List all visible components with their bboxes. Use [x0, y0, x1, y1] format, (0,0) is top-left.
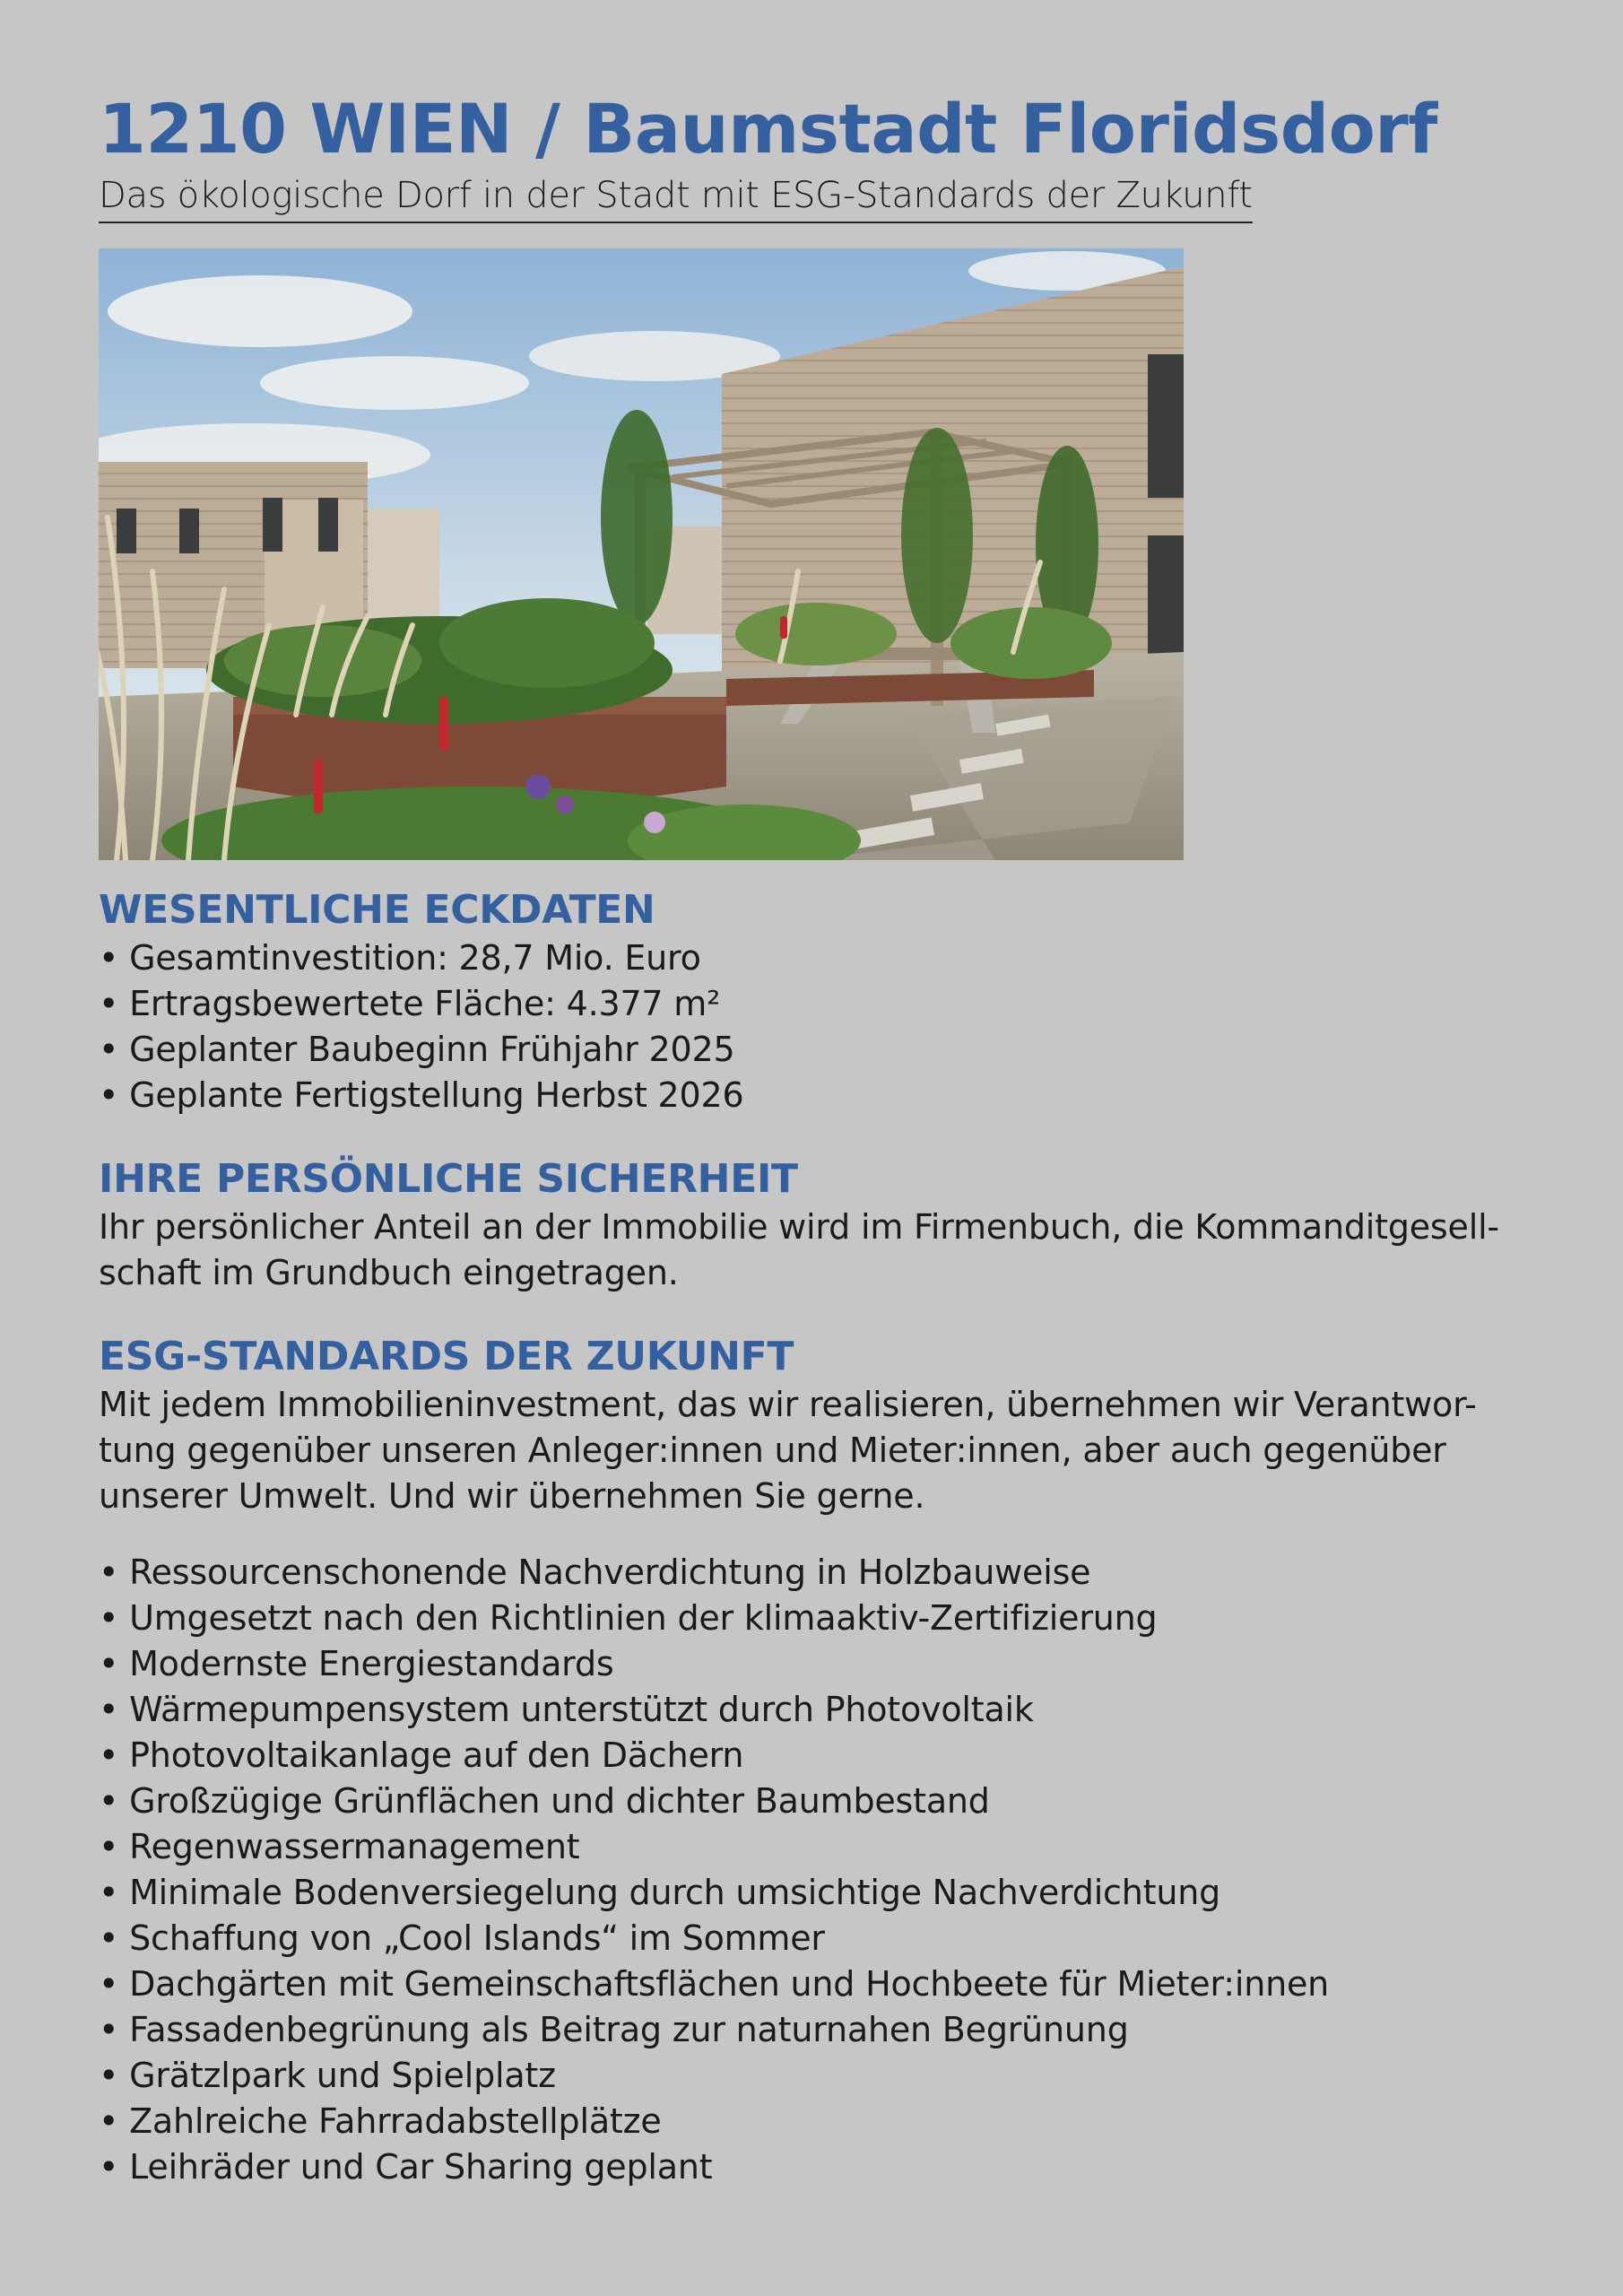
- list-item: • Regenwassermanagement: [99, 1824, 1551, 1870]
- list-item: • Geplante Fertigstellung Herbst 2026: [99, 1073, 1551, 1118]
- sicherheit-text-line: Ihr persönlicher Anteil an der Immobilie wird im Firmenbuch, die Kommanditgesell-: [99, 1207, 1499, 1247]
- list-item: • Ressourcenschonende Nachverdichtung in Holzbauweise: [99, 1550, 1551, 1596]
- page-title: 1210 WIEN / Baumstadt Floridsdorf: [99, 89, 1437, 169]
- list-item: • Leihräder und Car Sharing geplant: [99, 2144, 1551, 2190]
- list-item: • Fassadenbegrünung als Beitrag zur naturnahen Begrünung: [99, 2007, 1551, 2053]
- list-item: • Umgesetzt nach den Richtlinien der klimaaktiv-Zertifizierung: [99, 1596, 1551, 1641]
- esg-list: [99, 1550, 1551, 2190]
- list-item: • Gesamtinvestition: 28,7 Mio. Euro: [99, 935, 1551, 981]
- page: [99, 85, 1551, 2190]
- list-item: • Modernste Energiestandards: [99, 1641, 1551, 1687]
- list-item: • Dachgärten mit Gemeinschaftsflächen und Hochbeete für Mieter:innen: [99, 1961, 1551, 2007]
- esg-text-line: unserer Umwelt. Und wir übernehmen Sie gerne.: [99, 1476, 925, 1516]
- sicherheit-text-line: schaft im Grundbuch eingetragen.: [99, 1253, 679, 1292]
- esg-section: [99, 1332, 1551, 2190]
- list-item: • Ertragsbewertete Fläche: 4.377 m²: [99, 981, 1551, 1027]
- esg-text-line: tung gegenüber unseren Anleger:innen und Mieter:innen, aber auch gegenüber: [99, 1431, 1446, 1470]
- list-item: • Schaffung von „Cool Islands“ im Sommer: [99, 1916, 1551, 1961]
- list-item: • Minimale Bodenversiegelung durch umsichtige Nachverdichtung: [99, 1870, 1551, 1916]
- eckdaten-list: [99, 935, 1551, 1118]
- page-subtitle: Das ökologische Dorf in der Stadt mit ESG-Standards der Zukunft: [99, 173, 1253, 223]
- eckdaten-heading: WESENTLICHE ECKDATEN: [99, 887, 655, 933]
- eckdaten-section: [99, 885, 1551, 1118]
- list-item: • Grätzlpark und Spielplatz: [99, 2053, 1551, 2099]
- sicherheit-heading: IHRE PERSÖNLICHE SICHERHEIT: [99, 1156, 798, 1202]
- subtitle-wrap: [99, 173, 1551, 223]
- esg-heading: ESG-STANDARDS DER ZUKUNFT: [99, 1334, 794, 1379]
- list-item: • Zahlreiche Fahrradabstellplätze: [99, 2099, 1551, 2144]
- list-item: • Geplanter Baubeginn Frühjahr 2025: [99, 1027, 1551, 1073]
- esg-text-line: Mit jedem Immobilieninvestment, das wir realisieren, übernehmen wir Verantwor-: [99, 1385, 1477, 1424]
- list-item: • Großzügige Grünflächen und dichter Baumbestand: [99, 1779, 1551, 1824]
- list-item: • Photovoltaikanlage auf den Dächern: [99, 1733, 1551, 1779]
- list-item: • Wärmepumpensystem unterstützt durch Photovoltaik: [99, 1687, 1551, 1733]
- sicherheit-section: [99, 1154, 1551, 1296]
- rooftop-garden-rendering-image: [99, 248, 1184, 860]
